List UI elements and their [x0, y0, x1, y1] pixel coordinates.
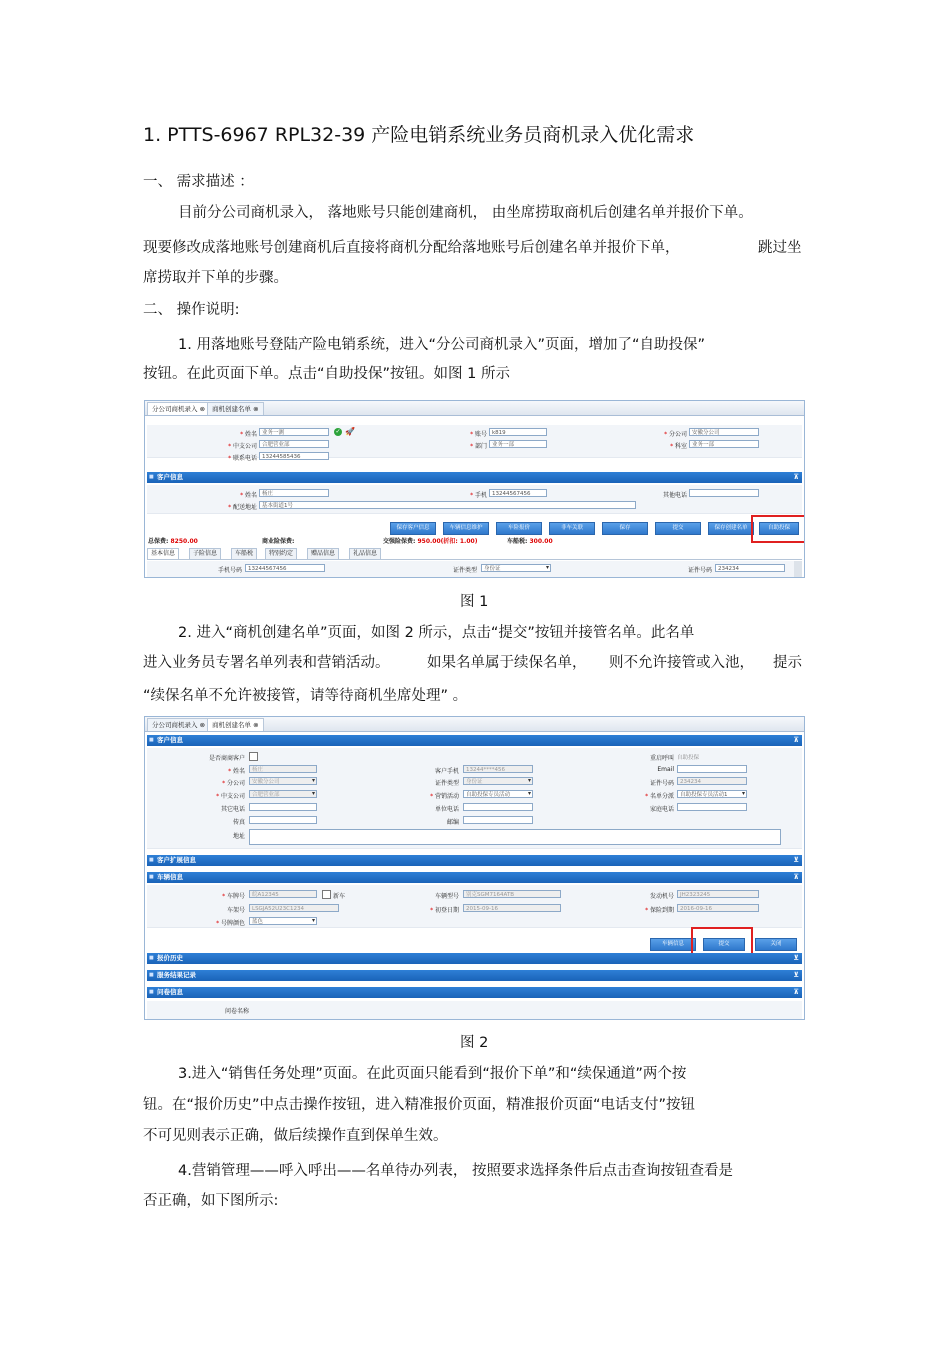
submit-button[interactable]: 提交: [655, 522, 701, 535]
department-input[interactable]: 业务一部: [489, 440, 547, 448]
field-label: 证件号码: [687, 567, 712, 574]
field-label: * 营销活动: [415, 791, 459, 800]
paragraph-line: 现要修改成落地账号创建商机后直接将商机分配给落地账号后创建名单并报价下单，: [143, 240, 680, 256]
recall-value: 自助投保: [677, 755, 700, 761]
paragraph-line: 不可见则表示正确，做后续操作直到保单生效。: [143, 1128, 448, 1144]
paragraph-line: 4.营销管理——呼入呼出——名单待办列表， 按照要求选择条件后点击查询按钮查看是: [178, 1163, 733, 1179]
field-label: 发动机号: [649, 893, 674, 900]
figure-2-screenshot: [144, 716, 805, 1020]
subtab-vessel-tax[interactable]: 车船税: [231, 548, 257, 560]
section-heading: 二、 操作说明:: [143, 302, 240, 318]
expiry-date-input[interactable]: 2016-09-16: [677, 904, 759, 912]
tab-bar: [145, 401, 804, 416]
tab-opportunity-create-list[interactable]: 商机创建名单 ⊗: [207, 402, 264, 415]
field-label: 问卷名称: [224, 1008, 249, 1015]
phone-input[interactable]: 13244585436: [259, 452, 329, 460]
model-input[interactable]: 别克SGM7164ATB: [463, 890, 561, 898]
figure-caption: 图 1: [460, 594, 489, 610]
field-label: Email: [657, 766, 674, 773]
vin-input[interactable]: LSGJA52U23C1234: [249, 904, 339, 912]
subtab-subrisk[interactable]: 子险信息: [189, 548, 221, 560]
id-number-input[interactable]: 234234: [715, 564, 785, 572]
field-label: * 保险到期: [630, 905, 674, 914]
name-input[interactable]: 杨庄: [249, 765, 317, 773]
subtab-special[interactable]: 特别约定: [265, 548, 297, 560]
questionnaire-header[interactable]: ■ 问卷信息 ⊼: [147, 987, 802, 998]
sub-branch-select[interactable]: 合肥营业部 ▾: [249, 790, 317, 798]
plate-input[interactable]: 皖A12345: [249, 890, 317, 898]
campaign-select[interactable]: 自助投保专员活动 ▾: [463, 790, 533, 798]
id-type-select[interactable]: 身份证 ▾: [463, 777, 533, 785]
customer-info-header[interactable]: ■ 客户信息 ⊼: [147, 735, 802, 746]
branch-select[interactable]: 安徽分公司 ▾: [249, 777, 317, 785]
tab-branch-opportunity-entry[interactable]: 分公司商机录入 ⊗: [147, 718, 210, 731]
rocket-icon: 🚀: [345, 427, 355, 436]
service-record-header[interactable]: ■ 服务结果记录 ⊻: [147, 970, 802, 981]
field-label: * 账号: [445, 429, 487, 438]
field-label: * 姓名: [215, 429, 257, 438]
tab-bar: [145, 717, 804, 732]
field-label: 证件号码: [649, 780, 674, 787]
field-label: * 初登日期: [415, 905, 459, 914]
field-label: 家庭电话: [649, 806, 674, 813]
tab-opportunity-create-list[interactable]: 商机创建名单 ⊗: [207, 718, 264, 731]
field-label: 手机号码: [217, 567, 242, 574]
subtab-gift[interactable]: 赠品信息: [307, 548, 339, 560]
fax-input[interactable]: [249, 816, 317, 824]
field-label: 单位电话: [434, 806, 459, 813]
business-customer-checkbox[interactable]: [249, 752, 258, 761]
paragraph-line: 提示: [773, 655, 802, 671]
non-auto-button[interactable]: 非车关联: [549, 522, 595, 535]
field-label: 传真: [232, 819, 245, 826]
vehicle-maintain-button[interactable]: 车辆信息维护: [443, 522, 489, 535]
reg-date-input[interactable]: 2015-09-16: [463, 904, 561, 912]
field-label: 车架号: [226, 907, 245, 914]
figure-1-screenshot: [144, 400, 805, 578]
field-label: * 科室: [645, 441, 687, 450]
plate-color-select[interactable]: 蓝色 ▾: [249, 917, 317, 925]
paragraph-line: 1. 用落地账号登陆产险电销系统，进入“分公司商机录入”页面，增加了“自助投保”: [178, 337, 705, 353]
field-label: 是否商商客户: [208, 755, 245, 762]
delivery-address-input[interactable]: 基本街道1号: [259, 501, 636, 509]
name-input[interactable]: 业务一测: [259, 428, 329, 436]
engine-input[interactable]: JH2323245: [677, 890, 759, 898]
mobile-number-input[interactable]: 13244567456: [245, 564, 325, 572]
work-phone-input[interactable]: [463, 803, 533, 811]
vehicle-info-header[interactable]: ■ 车辆信息 ⊼: [147, 872, 802, 883]
branch-input[interactable]: 安徽分公司: [689, 428, 759, 436]
close-button[interactable]: 关闭: [755, 938, 797, 951]
other-phone-input[interactable]: [249, 803, 317, 811]
customer-name-input[interactable]: 杨庄: [259, 489, 329, 497]
field-label: * 手机: [445, 490, 487, 499]
save-create-list-button[interactable]: 保存创建名单: [708, 522, 754, 535]
figure-caption: 图 2: [460, 1035, 489, 1051]
paragraph-line: 跳过坐: [758, 240, 802, 256]
quote-history-header[interactable]: ■ 报价历史 ⊻: [147, 953, 802, 964]
field-label: * 中支公司: [185, 791, 245, 800]
page-title: 1. PTTS-6967 RPL32-39 产险电销系统业务员商机录入优化需求: [143, 124, 695, 146]
field-label: * 姓名: [215, 490, 257, 499]
field-label: 邮编: [446, 819, 459, 826]
field-label: * 号牌颜色: [185, 918, 245, 927]
customer-mobile-input[interactable]: 13244****456: [463, 765, 533, 773]
paragraph-line: 席捞取并下单的步骤。: [143, 270, 288, 286]
paragraph-line: 按钮。在此页面下单。点击“自助投保”按钮。如图 1 所示: [143, 366, 510, 382]
home-phone-input[interactable]: [677, 803, 747, 811]
field-label: * 姓名: [185, 766, 245, 775]
paragraph-line: 目前分公司商机录入， 落地账号只能创建商机， 由坐席捞取商机后创建名单并报价下单。: [178, 205, 753, 221]
field-label: 证件类型: [452, 567, 477, 574]
field-label: 证件类型: [434, 780, 459, 787]
section-input[interactable]: 业务一部: [689, 440, 759, 448]
paragraph-line: 钮。在“报价历史”中点击操作按钮，进入精准报价页面，精准报价页面“电话支付”按钮: [143, 1097, 696, 1113]
save-button[interactable]: 保存: [602, 522, 648, 535]
field-label: 其它电话: [220, 806, 245, 813]
scrollbar[interactable]: [794, 561, 802, 577]
submit-button[interactable]: 提交: [703, 938, 745, 951]
field-label: * 部门: [445, 441, 487, 450]
auto-quote-button[interactable]: 车险报价: [496, 522, 542, 535]
tab-branch-opportunity-entry[interactable]: 分公司商机录入 ⊗: [147, 402, 210, 415]
field-label: * 分公司: [185, 778, 245, 787]
address-input[interactable]: [249, 829, 781, 845]
field-label: * 分公司: [645, 429, 687, 438]
field-label: 其他电话: [662, 492, 687, 499]
check-icon: ✓: [335, 428, 341, 435]
paragraph-line: 2. 进入“商机创建名单”页面，如图 2 所示，点击“提交”按钮并接管名单。此名单: [178, 625, 695, 641]
field-label: 重启呼叫: [649, 755, 674, 762]
id-type-select[interactable]: 身份证 ▾: [481, 564, 551, 572]
field-label: 地址: [232, 833, 245, 840]
list-assign-select[interactable]: 自助投保专员活动1 ▾: [677, 790, 747, 798]
vehicle-tax: 车船税: 300.00: [507, 538, 553, 545]
email-input[interactable]: [677, 765, 747, 773]
field-label: * 配送地址: [215, 502, 257, 511]
paragraph-line: 否正确，如下图所示:: [143, 1193, 279, 1209]
other-phone-input[interactable]: [689, 489, 759, 497]
paragraph-line: 如果名单属于续保名单，: [427, 655, 587, 671]
field-label: * 名单分派: [630, 791, 674, 800]
paragraph-line: 进入业务员专署名单列表和营销活动。: [143, 655, 390, 671]
field-label: * 车牌号: [185, 891, 245, 900]
new-car-label: 新车: [333, 893, 346, 900]
highlight-box: [751, 515, 805, 543]
paragraph-line: “续保名单不允许被接管，请等待商机坐席处理” 。: [143, 688, 468, 704]
field-label: 客户手机: [434, 768, 459, 775]
vehicle-info-button[interactable]: 车辆信息: [650, 938, 696, 951]
compulsory-premium: 交强险保费: 950.00(折扣: 1.00): [383, 538, 478, 545]
self-insure-button[interactable]: 自助投保: [759, 522, 799, 535]
subtab-present[interactable]: 礼品信息: [349, 548, 381, 560]
field-label: * 联系电话: [215, 453, 257, 462]
customer-info-header[interactable]: ■ 客户信息 ⊼: [147, 472, 802, 483]
field-label: * 中支公司: [215, 441, 257, 450]
sub-branch-input[interactable]: 合肥营业部: [259, 440, 329, 448]
total-premium: 总保费: 8250.00: [148, 538, 198, 545]
paragraph-line: 则不允许接管或入池，: [609, 655, 754, 671]
new-car-checkbox[interactable]: [322, 890, 331, 899]
mobile-input[interactable]: 13244567456: [489, 489, 547, 497]
field-label: 车辆型号: [434, 893, 459, 900]
customer-ext-header[interactable]: ■ 客户扩展信息 ⊻: [147, 855, 802, 866]
account-input[interactable]: k819: [489, 428, 547, 436]
section-heading: 一、 需求描述 ：: [143, 174, 254, 190]
subtab-basic[interactable]: 基本信息: [147, 548, 179, 559]
save-customer-button[interactable]: 保存客户信息: [390, 522, 436, 535]
zipcode-input[interactable]: [463, 816, 533, 824]
commercial-premium: 商业险保费:: [262, 538, 295, 545]
paragraph-line: 3.进入“销售任务处理”页面。在此页面只能看到“报价下单”和“续保通道”两个按: [178, 1066, 687, 1082]
id-number-input[interactable]: 234234: [677, 777, 747, 785]
